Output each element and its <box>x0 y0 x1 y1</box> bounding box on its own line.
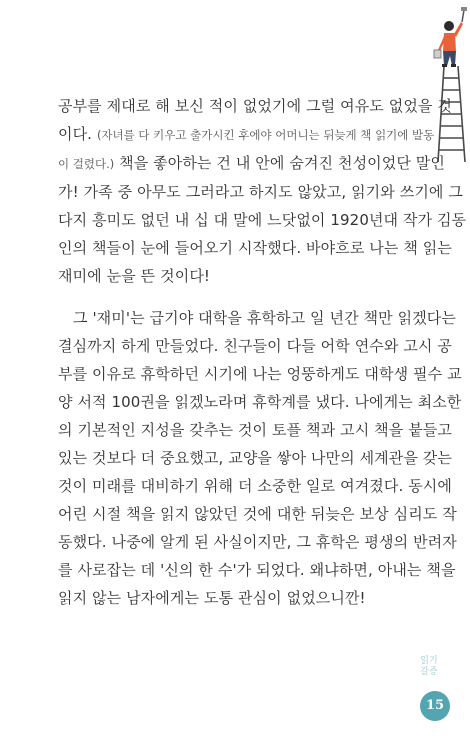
text-line: 것이 미래를 대비하기 위해 더 소중한 일로 여겨졌다. 동시에 <box>58 477 452 495</box>
running-head-line: 읽기 <box>420 656 438 666</box>
text-line: 인의 책들이 눈에 들어오기 시작했다. 바야흐로 나는 책 읽는 <box>58 239 452 257</box>
paragraph-2 <box>58 304 462 612</box>
text-line: 공부를 제대로 해 보신 적이 없었기에 그럴 여유도 없었을 것 <box>58 97 452 115</box>
text-line: 읽지 않는 남자에게는 도통 관심이 없었으니깐! <box>58 589 366 607</box>
paragraph-1 <box>58 92 467 290</box>
page-number-badge: 15 <box>420 691 450 721</box>
parenthetical-note: 이 걸렸다.) <box>58 157 115 171</box>
parenthetical-note: (자녀를 다 키우고 출가시킨 후에야 어머니는 뒤늦게 책 읽기에 발동 <box>96 128 435 142</box>
text-line: 결심까지 하게 만들었다. 친구들이 다들 어학 연수와 고시 공 <box>58 337 452 355</box>
text-line: 그 '재미'는 급기야 대학을 휴학하고 일 년간 책만 읽겠다는 <box>73 309 456 327</box>
text-line: 가! 가족 중 아무도 그러라고 하지도 않았고, 읽기와 쓰기에 그 <box>58 183 463 201</box>
running-head-line: 갈증 <box>420 667 438 677</box>
text-segment: 책을 좋아하는 건 내 안에 숨겨진 천성이었단 말인 <box>119 154 445 172</box>
body-text <box>58 92 467 612</box>
text-segment: 이다. <box>58 125 93 143</box>
text-line <box>58 120 446 149</box>
running-head <box>414 656 444 678</box>
text-line: 의 기본적인 지성을 갖추는 것이 토플 책과 고시 책을 붙들고 <box>58 421 452 439</box>
text-line: 부를 이유로 휴학하던 시기에 나는 엉뚱하게도 대학생 필수 교 <box>58 365 462 383</box>
text-line <box>58 149 446 178</box>
text-line: 어린 시절 책을 읽지 않았던 것에 대한 뒤늦은 보상 심리도 작 <box>58 505 457 523</box>
text-line: 동했다. 나중에 알게 된 사실이지만, 그 휴학은 평생의 반려자 <box>58 533 457 551</box>
text-line: 다지 흥미도 없던 내 십 대 말에 느닷없이 1920년대 작가 김동 <box>58 211 467 229</box>
painter-figure-icon <box>434 7 467 67</box>
text-line: 를 사로잡는 데 '신의 한 수'가 되었다. 왜냐하면, 아내는 책을 <box>58 561 456 579</box>
paragraph-gap <box>58 290 446 304</box>
text-line: 양 서적 100권을 읽겠노라며 휴학계를 냈다. 나에게는 최소한 <box>58 393 462 411</box>
text-line: 있는 것보다 더 중요했고, 교양을 쌓아 나만의 세계관을 갖는 <box>58 449 452 467</box>
text-line: 재미에 눈을 뜬 것이다! <box>58 267 211 285</box>
